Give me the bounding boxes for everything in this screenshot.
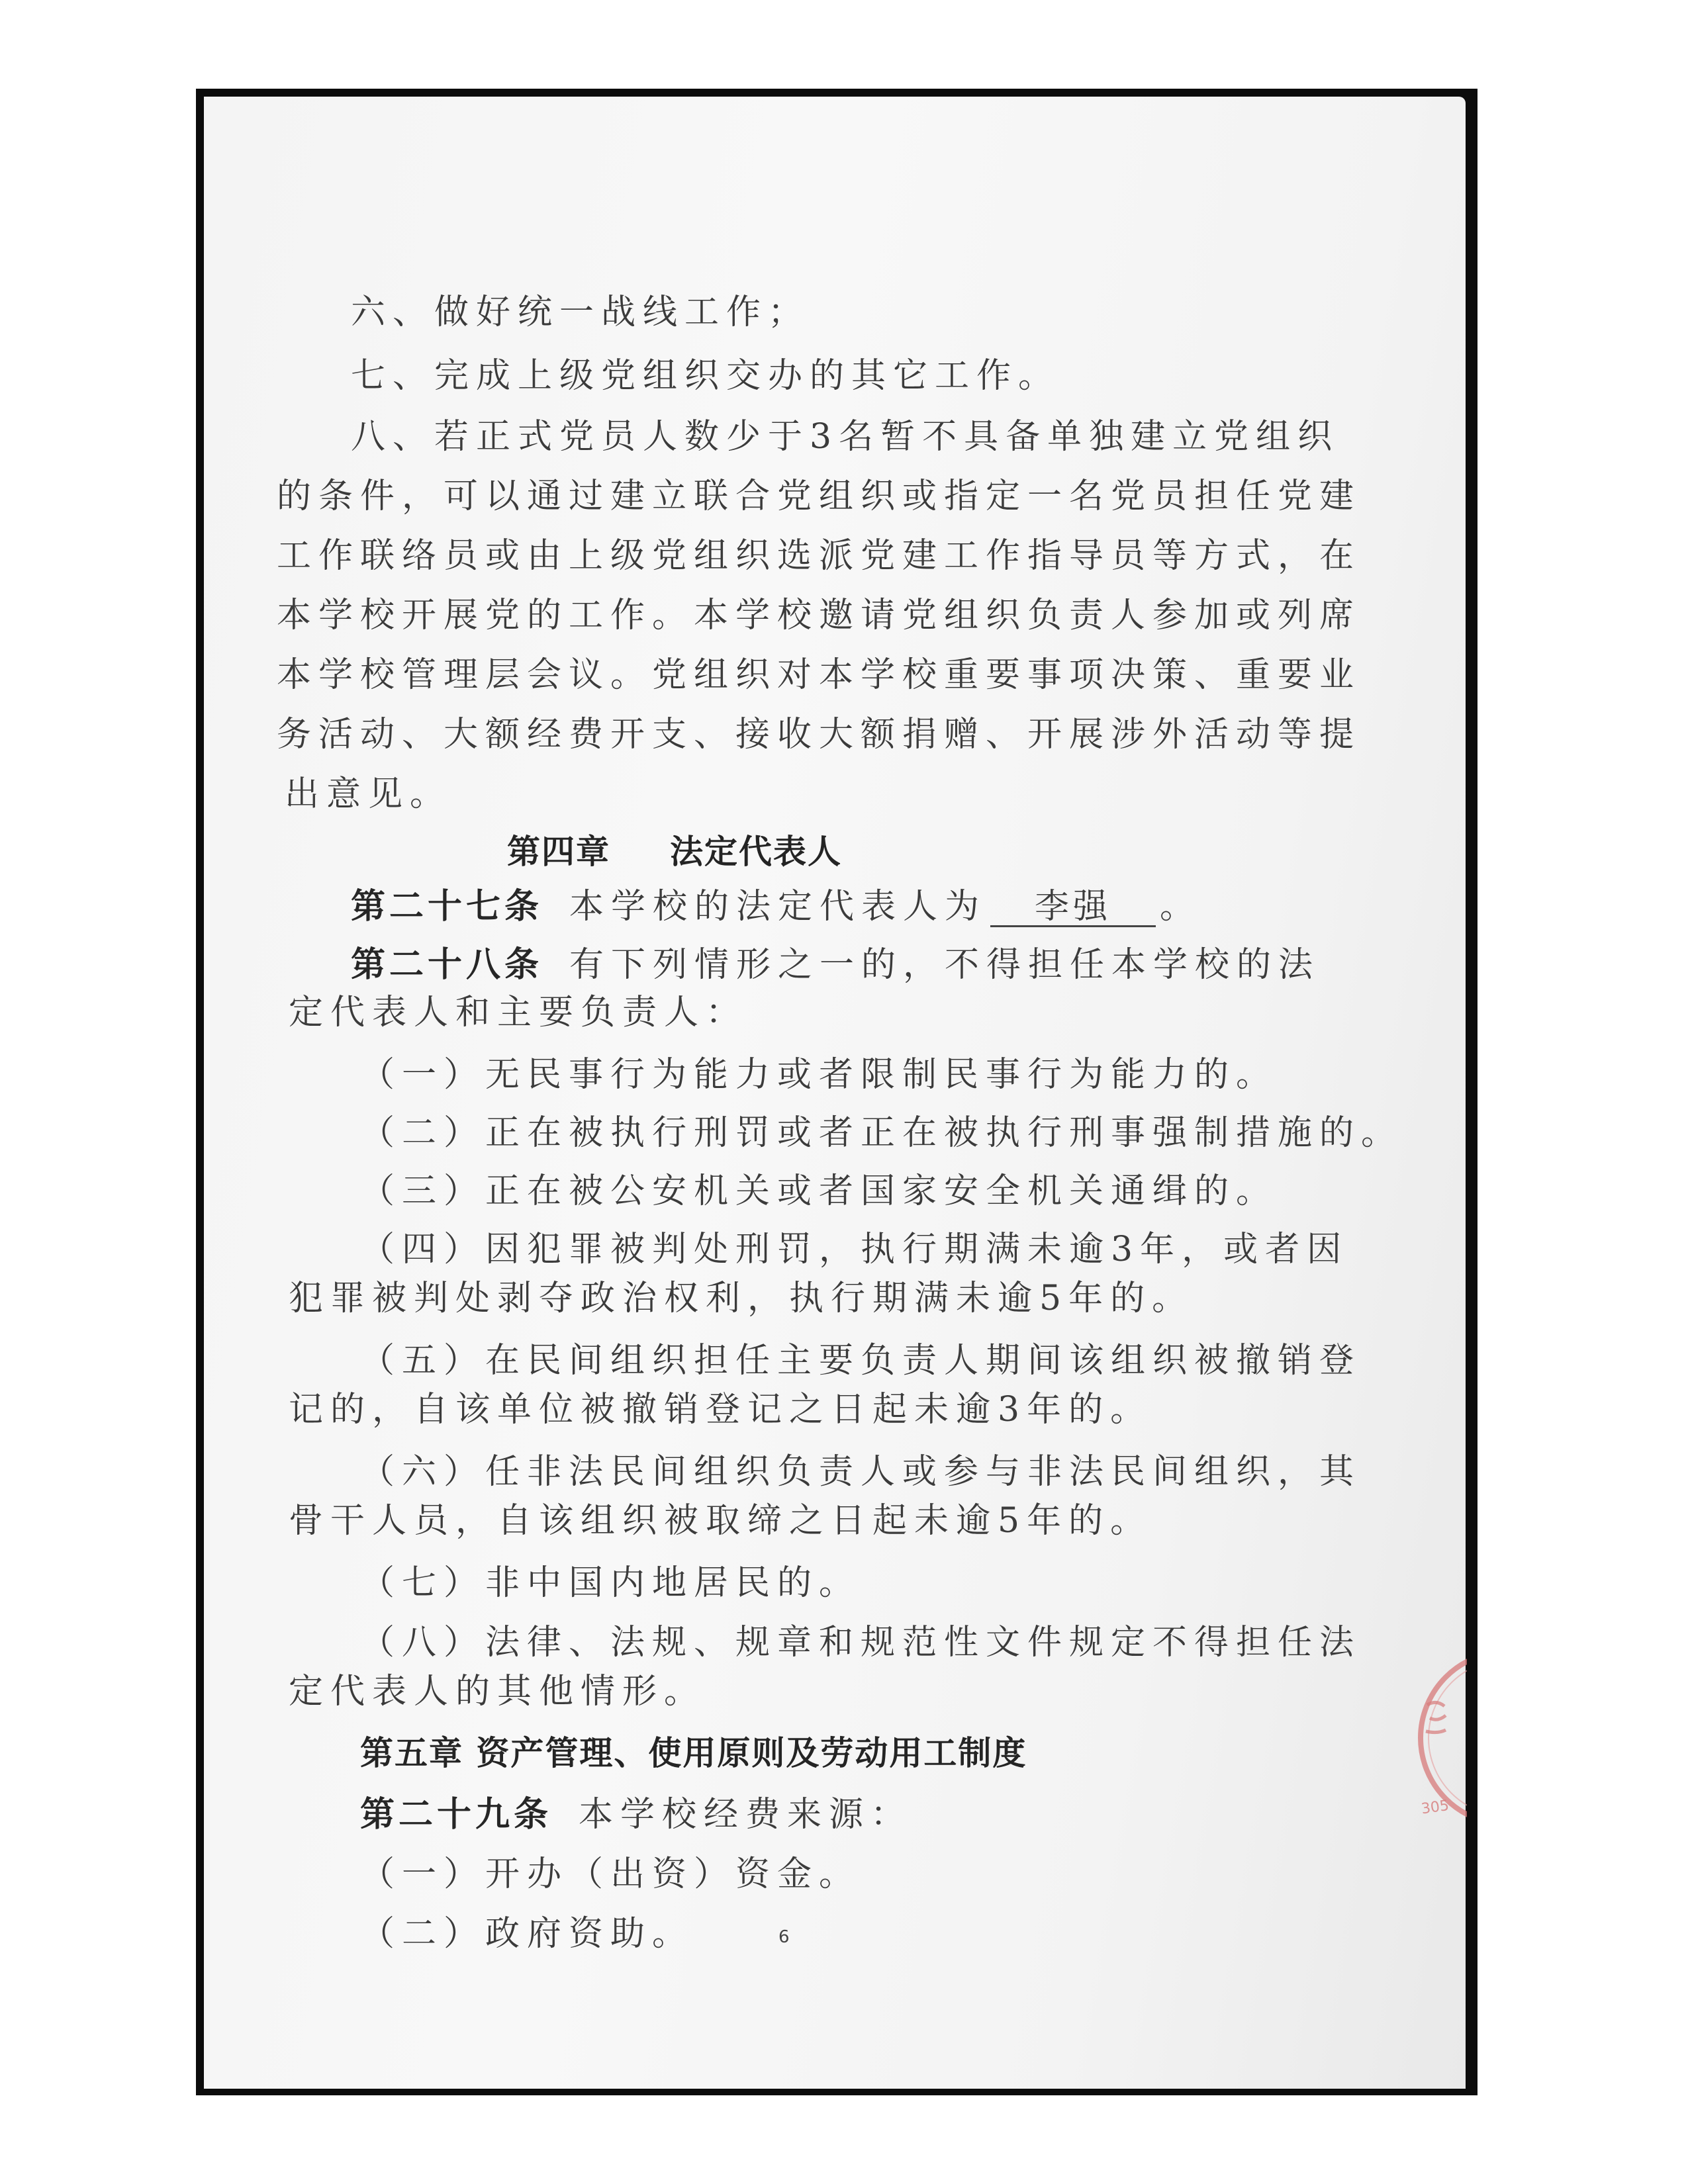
article-text: 本学校经费来源： [579, 1795, 913, 1835]
list-item: （六）任非法民间组织负责人或参与非法民间组织，其 [360, 1452, 1362, 1492]
list-item: （三）正在被公安机关或者国家安全机关通缉的。 [360, 1171, 1278, 1211]
list-item: （二）政府资助。 [360, 1914, 694, 1954]
article-label: 第二十七条 [351, 887, 543, 927]
list-item-continuation: 记的，自该单位被撤销登记之日起未逾3年的。 [289, 1390, 1152, 1430]
stamp-number-text: 305 [1420, 1797, 1450, 1818]
list-item-continuation: 定代表人的其他情形。 [289, 1672, 706, 1711]
article-text-end: 。 [1160, 887, 1202, 927]
text-line: 八、若正式党员人数少于3名暂不具备单独建立党组织 [351, 417, 1340, 457]
list-item-continuation: 骨干人员，自该组织被取缔之日起未逾5年的。 [289, 1501, 1152, 1541]
article-text: 本学校的法定代表人为 [569, 887, 987, 927]
list-item: （一）无民事行为能力或者限制民事行为能力的。 [360, 1055, 1278, 1095]
list-item: （五）在民间组织担任主要负责人期间该组织被撤销登 [360, 1341, 1362, 1381]
chapter-title: 法定代表人 [670, 833, 842, 871]
list-item: （八）法律、法规、规章和规范性文件规定不得担任法 [360, 1623, 1362, 1662]
article-27 [351, 889, 1201, 927]
text-line: 出意见。 [285, 774, 452, 814]
page-content [204, 97, 1466, 2089]
text-line: 六、做好统一战线工作； [351, 293, 810, 332]
text-line: 务活动、大额经费开支、接收大额捐赠、开展涉外活动等提 [277, 715, 1362, 754]
text-line: 定代表人和主要负责人： [289, 993, 748, 1032]
document-page [204, 97, 1466, 2089]
article-label: 第二十八条 [351, 945, 543, 985]
page-number: 6 [778, 1927, 790, 1947]
text-line: 七、完成上级党组织交办的其它工作。 [351, 356, 1060, 396]
list-item-continuation: 犯罪被判处剥夺政治权利，执行期满未逾5年的。 [289, 1279, 1194, 1318]
chapter-four-heading [507, 833, 842, 871]
text-line: 本学校管理层会议。党组织对本学校重要事项决策、重要业 [277, 655, 1362, 695]
list-item: （一）开办（出资）资金。 [360, 1854, 861, 1894]
text-line: 的条件，可以通过建立联合党组织或指定一名党员担任党建 [277, 477, 1362, 516]
chapter-number: 第四章 [507, 833, 610, 871]
scanned-page-frame [196, 89, 1477, 2095]
list-item: （二）正在被执行刑罚或者正在被执行刑事强制措施的。 [360, 1113, 1403, 1153]
text-line: 工作联络员或由上级党组织选派党建工作指导员等方式，在 [277, 536, 1362, 576]
article-label: 第二十九条 [360, 1795, 553, 1835]
article-text: 有下列情形之一的，不得担任本学校的法 [569, 945, 1321, 985]
article-28 [351, 945, 1321, 985]
text-line: 本学校开展党的工作。本学校邀请党组织负责人参加或列席 [277, 596, 1362, 635]
red-seal-stamp [1407, 1639, 1467, 1824]
legal-representative-name: 李强 [990, 889, 1156, 927]
chapter-five-heading: 第五章 资产管理、使用原则及劳动用工制度 [360, 1734, 1027, 1772]
list-item: （七）非中国内地居民的。 [360, 1563, 861, 1603]
article-29 [360, 1795, 913, 1835]
list-item: （四）因犯罪被判处刑罚，执行期满未逾3年，或者因 [360, 1230, 1349, 1269]
